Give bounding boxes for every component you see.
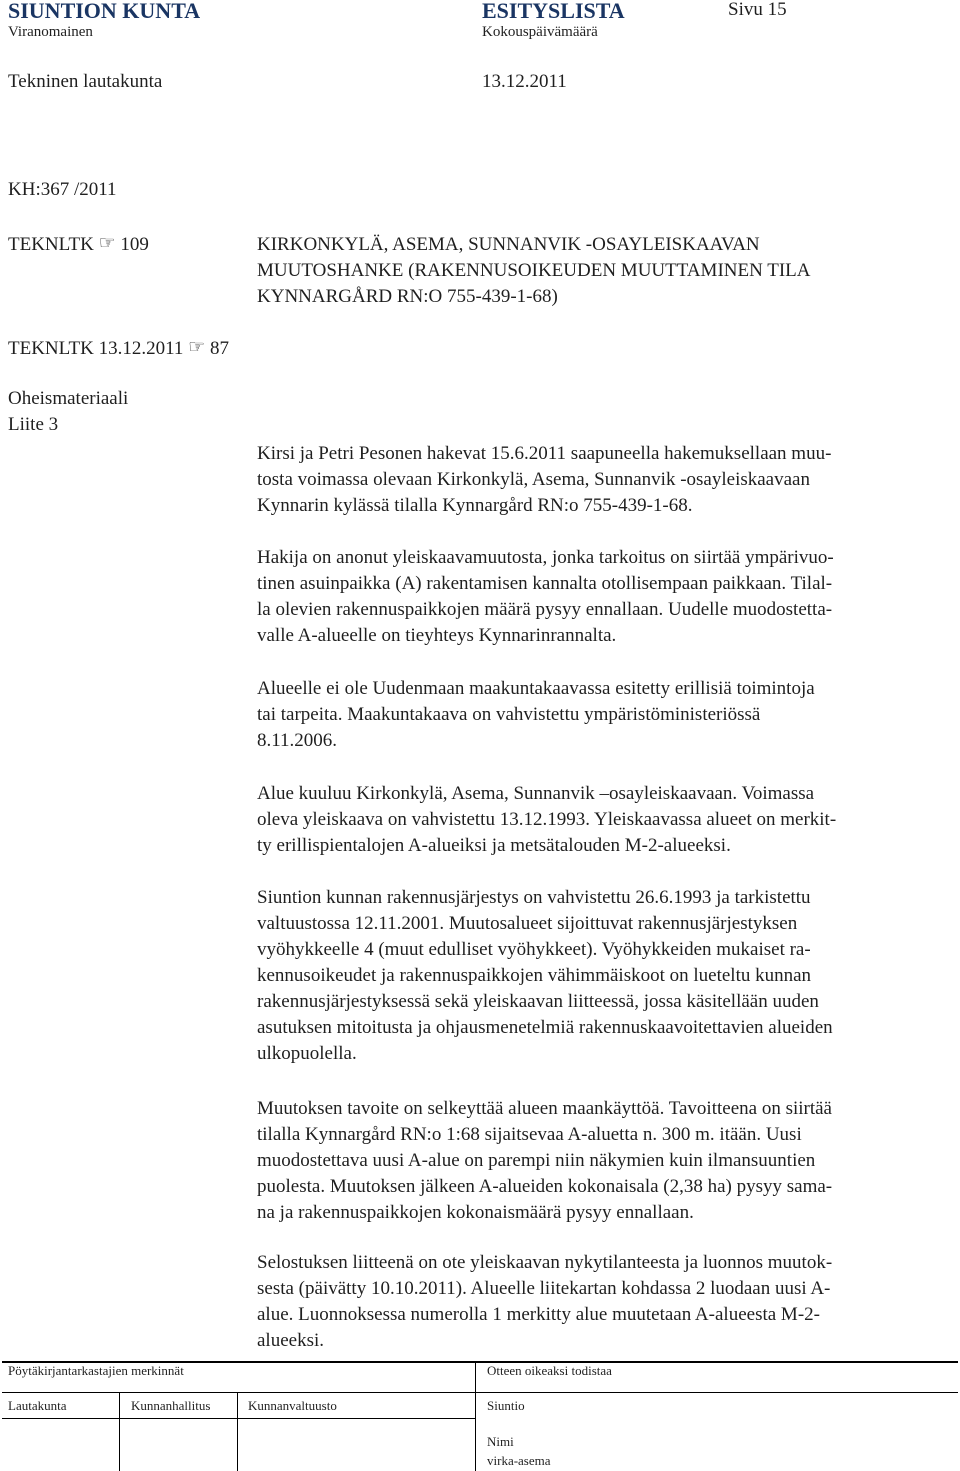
footer-place: Siuntio bbox=[487, 1398, 525, 1413]
footer-position-label: virka-asema bbox=[487, 1453, 551, 1468]
text-line: Alueelle ei ole Uudenmaan maakuntakaavassa esitetty erillisiä toimintoja bbox=[257, 678, 815, 699]
footer-inner-rule bbox=[2, 1418, 475, 1419]
paragraph-master-plan bbox=[257, 781, 947, 859]
footer-reviewers-title: Pöytäkirjantarkastajien merkinnät bbox=[8, 1363, 184, 1378]
footer-name-label: Nimi bbox=[487, 1434, 514, 1449]
footer-divider-1 bbox=[119, 1392, 120, 1471]
agenda-item bbox=[8, 232, 149, 256]
text-line: alue. Luonnoksessa numerolla 1 merkitty alue muutetaan A-alueesta M-2- bbox=[257, 1304, 820, 1325]
text-line: tinen asuinpaikka (A) rakentamisen kannalta otollisempaan paikkaan. Tilal- bbox=[257, 573, 833, 594]
text-line: tai tarpeita. Maakuntakaava on vahvistettu ympäristöministeriössä bbox=[257, 704, 761, 725]
footer-column-board: Lautakunta bbox=[8, 1398, 67, 1413]
paragraph-regional-plan bbox=[257, 676, 947, 754]
text-line: Selostuksen liitteenä on ote yleiskaavan nykytilanteesta ja luonnos muutok- bbox=[257, 1252, 833, 1273]
case-title bbox=[257, 232, 811, 310]
text-line: Muutoksen tavoite on selkeyttää alueen maankäyttöä. Tavoitteena on siirtää bbox=[257, 1098, 832, 1119]
session-label: TEKNLTK 13.12.2011 bbox=[8, 338, 184, 359]
text-line: ulkopuolella. bbox=[257, 1043, 357, 1064]
item-code: TEKNLTK bbox=[8, 234, 94, 255]
footer-certification-title: Otteen oikeaksi todistaa bbox=[487, 1363, 612, 1378]
text-line: Kynnarin kylässä tilalla Kynnargård RN:o 755-439-1-68. bbox=[257, 495, 693, 516]
attachments-label: Oheismateriaali bbox=[8, 388, 129, 409]
footer-column-divider bbox=[475, 1361, 476, 1471]
paragraph-building-ordinance bbox=[257, 885, 947, 1067]
meeting-date: 13.12.2011 bbox=[482, 71, 567, 92]
footer-divider-2 bbox=[237, 1392, 238, 1471]
text-line: Siuntion kunnan rakennusjärjestys on vahvistettu 26.6.1993 ja tarkistettu bbox=[257, 887, 811, 908]
text-line: puolesta. Muutoksen jälkeen A-alueiden kokonaisala (2,38 ha) pysyy sama- bbox=[257, 1176, 833, 1197]
case-reference: KH:367 /2011 bbox=[8, 179, 117, 200]
text-line: valtuustossa 12.11.2001. Muutosalueet sijoittuvat rakennusjärjestyksen bbox=[257, 913, 798, 934]
case-title-line: KIRKONKYLÄ, ASEMA, SUNNANVIK -OSAYLEISKAAVAN bbox=[257, 234, 760, 255]
footer-column-executive: Kunnanhallitus bbox=[131, 1398, 211, 1413]
case-title-line: MUUTOSHANKE (RAKENNUSOIKEUDEN MUUTTAMINEN TILA bbox=[257, 260, 811, 281]
authority-name: Tekninen lautakunta bbox=[8, 71, 163, 92]
text-line: rakennusjärjestyksessä sekä yleiskaavan liitteessä, jossa käsitellään uuden bbox=[257, 991, 819, 1012]
document-type: ESITYSLISTA bbox=[482, 0, 625, 23]
municipality-name: SIUNTION KUNTA bbox=[8, 0, 201, 23]
text-line: vyöhykkeelle 4 (muut edulliset vyöhykkeet). Vyöhykkeiden mukaiset ra- bbox=[257, 939, 811, 960]
paragraph-attachments bbox=[257, 1250, 947, 1354]
text-line: asutuksen mitoitusta ja ohjausmenetelmiä rakennuskaavoitettavien alueiden bbox=[257, 1017, 833, 1038]
footer-column-council: Kunnanvaltuusto bbox=[248, 1398, 337, 1413]
text-line: alueeksi. bbox=[257, 1330, 325, 1351]
text-line: tosta voimassa olevaan Kirkonkylä, Asema, Sunnanvik -osayleiskaavaan bbox=[257, 469, 810, 490]
text-line: sesta (päivätty 10.10.2011). Alueelle liitekartan kohdassa 2 luodaan uusi A- bbox=[257, 1278, 831, 1299]
paragraph-application bbox=[257, 441, 947, 519]
hand-pointer-icon: ☞ bbox=[188, 337, 206, 358]
session-number: 87 bbox=[209, 338, 229, 359]
footer-mid-rule bbox=[2, 1392, 958, 1393]
session-reference bbox=[8, 336, 229, 360]
hand-pointer-icon: ☞ bbox=[98, 233, 116, 254]
text-line: muodostettava uusi A-alue on parempi niin näkymien kuin ilmansuuntien bbox=[257, 1150, 816, 1171]
attachment-item: Liite 3 bbox=[8, 414, 59, 435]
case-title-line: KYNNARGÅRD RN:O 755-439-1-68) bbox=[257, 286, 558, 307]
item-number: 109 bbox=[120, 234, 149, 255]
text-line: Alue kuuluu Kirkonkylä, Asema, Sunnanvik –osayleiskaavaan. Voimassa bbox=[257, 783, 815, 804]
text-line: la olevien rakennuspaikkojen määrä pysyy ennallaan. Uudelle muodostetta- bbox=[257, 599, 833, 620]
text-line: Kirsi ja Petri Pesonen hakevat 15.6.2011 saapuneella hakemuksellaan muu- bbox=[257, 443, 832, 464]
paragraph-request bbox=[257, 545, 947, 649]
text-line: 8.11.2006. bbox=[257, 730, 338, 751]
text-line: ty erillispientalojen A-alueiksi ja metsätalouden M-2-alueeksi. bbox=[257, 835, 731, 856]
authority-label: Viranomainen bbox=[8, 24, 93, 40]
paragraph-change-goal bbox=[257, 1096, 947, 1226]
text-line: Hakija on anonut yleiskaavamuutosta, jonka tarkoitus on siirtää ympärivuo- bbox=[257, 547, 834, 568]
text-line: na ja rakennuspaikkojen kokonaismäärä pysyy ennallaan. bbox=[257, 1202, 694, 1223]
page-number: Sivu 15 bbox=[728, 0, 787, 20]
text-line: kennusoikeudet ja rakennuspaikkojen vähimmäiskoot on lueteltu kunnan bbox=[257, 965, 812, 986]
meeting-date-label: Kokouspäivämäärä bbox=[482, 24, 598, 40]
text-line: oleva yleiskaava on vahvistettu 13.12.1993. Yleiskaavassa alueet on merkit- bbox=[257, 809, 837, 830]
text-line: tilalla Kynnargård RN:o 1:68 sijaitsevaa A-aluetta n. 300 m. itään. Uusi bbox=[257, 1124, 802, 1145]
text-line: valle A-alueelle on tieyhteys Kynnarinrannalta. bbox=[257, 625, 617, 646]
